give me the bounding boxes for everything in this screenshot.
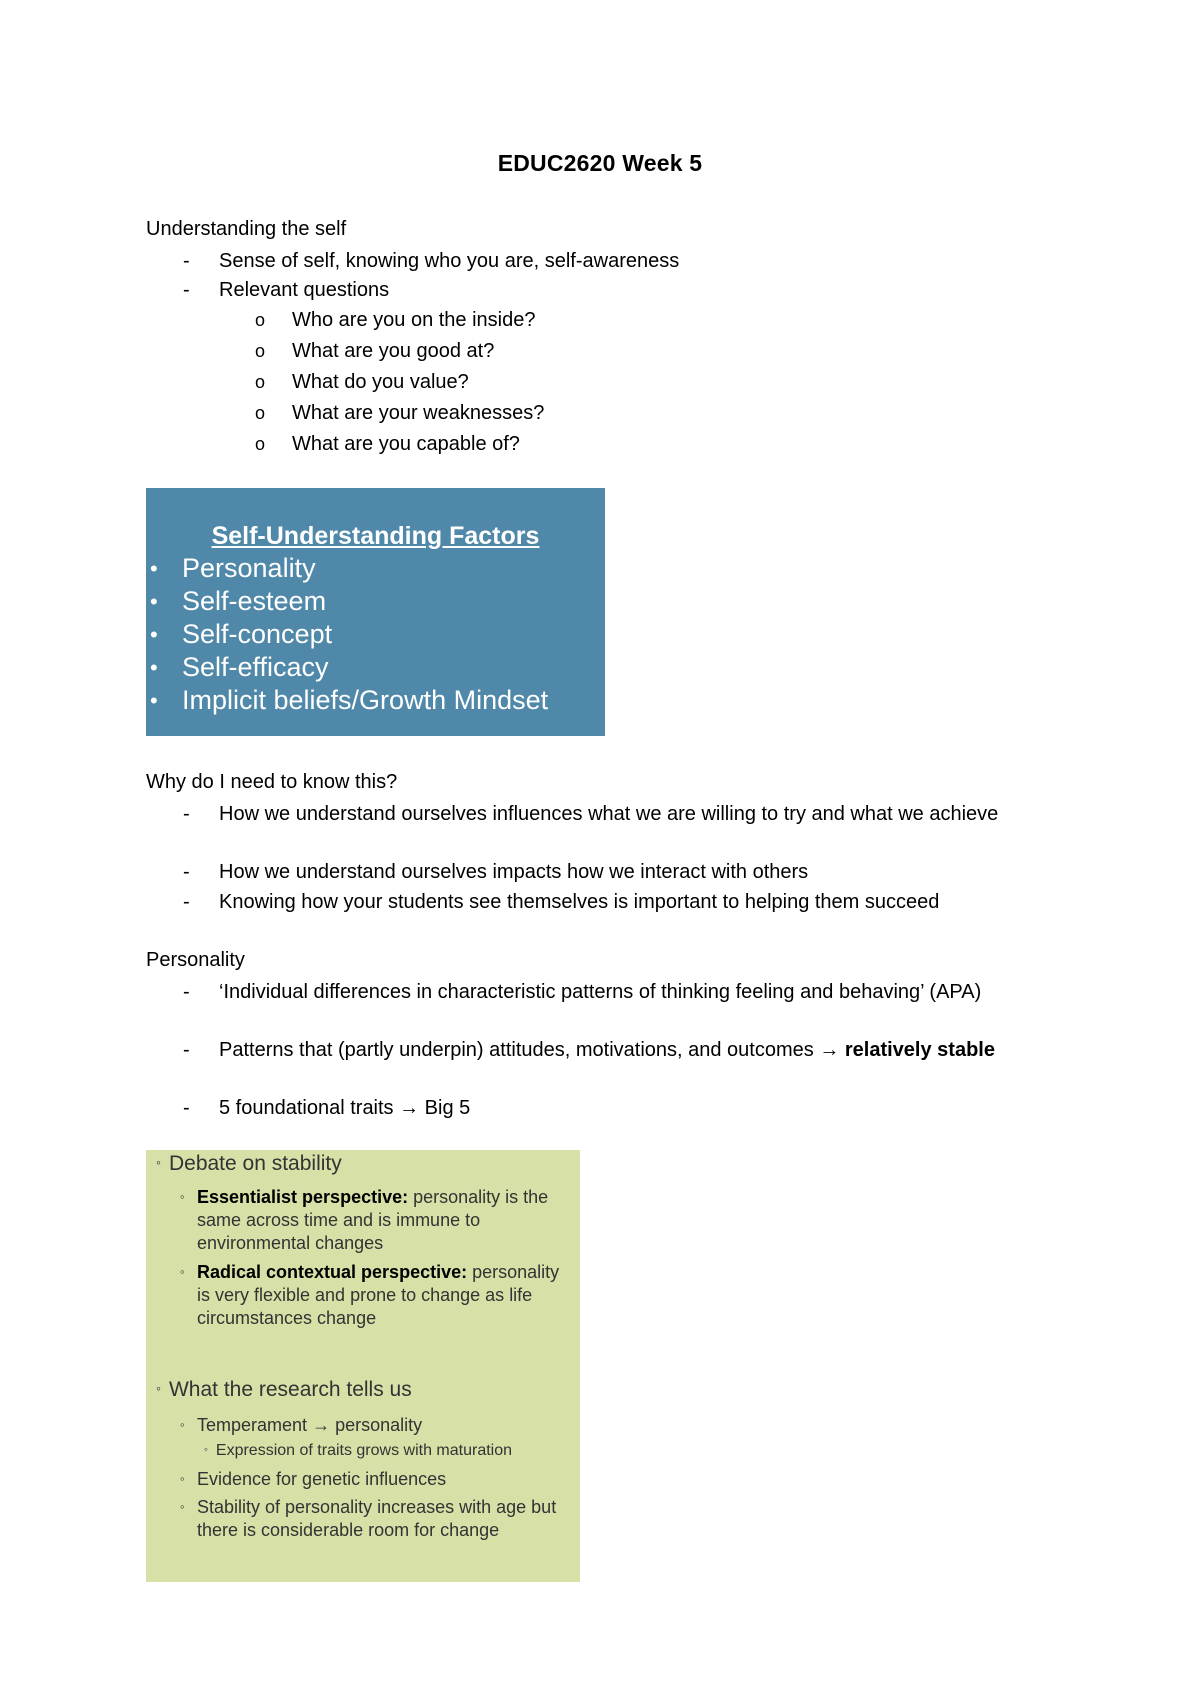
- slide-title: Self-Understanding Factors: [211, 522, 540, 550]
- dash-bullet: -: [183, 891, 190, 913]
- dash-bullet: -: [183, 250, 190, 272]
- dash-bullet: -: [183, 981, 190, 1003]
- section-heading-personality: Personality: [146, 949, 245, 971]
- circle-bullet: o: [255, 403, 266, 423]
- circle-bullet: o: [255, 372, 266, 392]
- bullet-icon: ◦: [156, 1154, 161, 1170]
- bullet-icon: ◦: [180, 1499, 185, 1514]
- arrow-icon: →: [312, 1415, 331, 1435]
- bullet-icon: ◦: [204, 1444, 208, 1456]
- circle-bullet: o: [255, 434, 266, 454]
- arrow-icon: →: [399, 1097, 420, 1119]
- circle-bullet: o: [255, 310, 266, 330]
- dash-bullet: -: [183, 1039, 190, 1061]
- section-heading-understanding: Understanding the self: [146, 218, 347, 240]
- bullet-icon: •: [150, 655, 158, 680]
- slide-heading: ◦ Debate on stability: [156, 1152, 342, 1175]
- circle-bullet: o: [255, 341, 266, 361]
- dash-bullet: -: [183, 861, 190, 883]
- dash-bullet: -: [183, 279, 190, 301]
- dash-bullet: -: [183, 1097, 190, 1119]
- slide-point: ◦ Radical contextual perspective: personality is very flexible and prone to change as life circumstances change: [180, 1262, 560, 1328]
- slide-point: ◦ Evidence for genetic influences: [180, 1469, 447, 1489]
- bullet-icon: ◦: [180, 1471, 185, 1486]
- slide-heading: ◦ What the research tells us: [156, 1378, 412, 1401]
- arrow-icon: →: [819, 1039, 840, 1061]
- slide-point: ◦ Essentialist perspective: personality is the same across time and is immune to environmental changes: [180, 1187, 549, 1253]
- bullet-icon: •: [150, 589, 158, 614]
- slide-subpoint: ◦ Expression of traits grows with maturation: [204, 1442, 513, 1459]
- bullet-icon: ◦: [180, 1417, 185, 1432]
- bullet-icon: •: [150, 688, 158, 713]
- bullet-icon: ◦: [156, 1380, 161, 1396]
- bullet-icon: ◦: [180, 1189, 185, 1204]
- bullet-icon: •: [150, 556, 158, 581]
- slide-point: ◦ Stability of personality increases with age but there is considerable room for change: [180, 1497, 557, 1540]
- dash-bullet: -: [183, 803, 190, 825]
- document-page: EDUC2620 Week 5 Understanding the self - Sense of self, knowing who you are, self-awareness - Relevant questions o Who are you on the inside? o What are you good at? o What do you value? o What are your weaknesses? o What are you capable of? Self-Understanding Factors • Personality • Self-esteem • Self-concept • Self-efficacy • Implicit beliefs/Growth Mindset Why do I need to know this? - How we understand ourselves influences what we are willing to try and what we achieve - How we understand ourselves impacts how we interact with others - Knowing how your students see themselves is important to helping them succeed Personality - ‘Individual differences in characteristic patterns of thinking feeling and behaving’ (APA) - Patterns that (partly underpin) attitudes, motivations, and outcomes → relatively stable - 5 foundational traits → Big 5 ◦ Debate on stability ◦ Essentialist perspective: personality is the same across time and is immune to environmental changes ◦ Radical contextual perspective: personality is very flexible and prone to change as life circumstances change ◦ What the research tells us ◦ Temperament → personality ◦ Expression of traits grows with maturation ◦ Evidence for genetic influences ◦ Stability of personality increases with age but there is considerable room for change: [0, 0, 1200, 1698]
- bullet-icon: ◦: [180, 1264, 185, 1279]
- slide-point: ◦ Temperament → personality: [180, 1415, 423, 1435]
- section-heading-why: Why do I need to know this?: [146, 771, 398, 793]
- slide-debate-on-stability: [146, 1150, 580, 1582]
- bullet-icon: •: [150, 622, 158, 647]
- slide-self-understanding-factors: Self-Understanding Factors • Personality • Self-esteem • Self-concept • Self-efficacy • Implicit beliefs/Growth Mindset: [146, 488, 605, 736]
- page-title: EDUC2620 Week 5: [497, 150, 703, 176]
